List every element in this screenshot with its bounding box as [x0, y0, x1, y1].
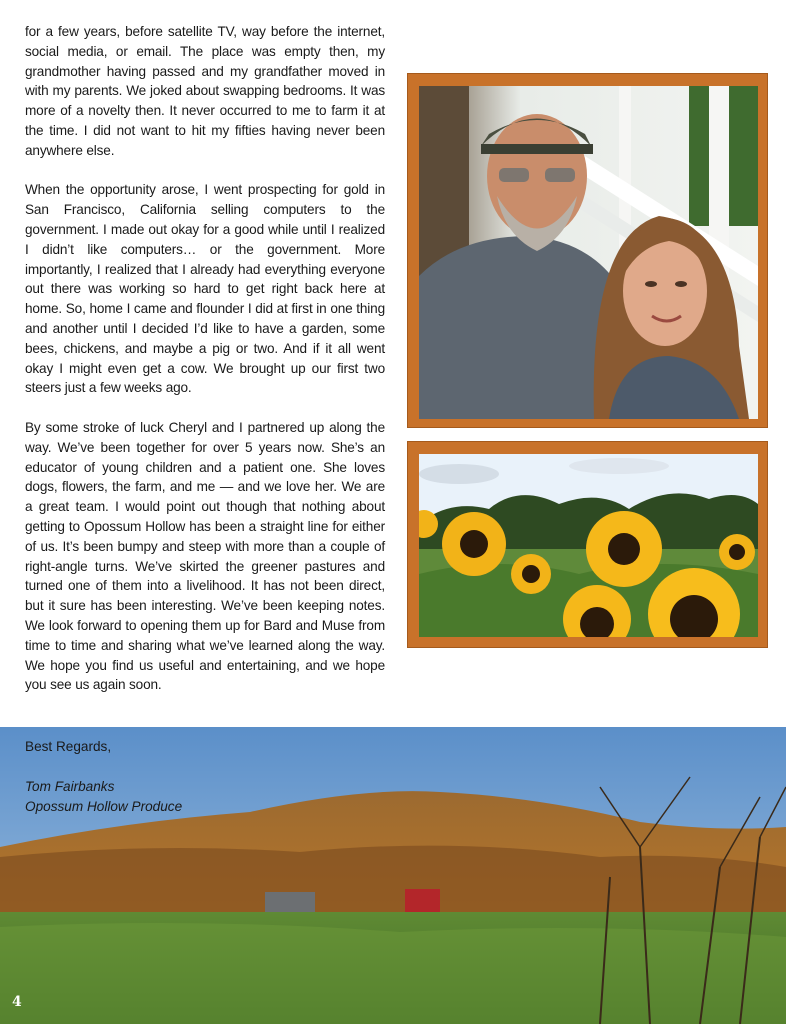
company-name: Opossum Hollow Produce	[25, 799, 183, 814]
closing-line: Best Regards,	[25, 739, 112, 754]
sunflower-photo	[419, 454, 758, 637]
barn-icon	[265, 892, 315, 914]
red-shed-icon	[405, 889, 440, 913]
couple-photo-frame	[407, 73, 768, 428]
sunflower-icon	[586, 511, 662, 587]
sunflower-photo-frame	[407, 441, 768, 648]
sunflower-photo-image	[419, 454, 758, 637]
paragraph-3: By some stroke of luck Cheryl and I partnered up along the way. We’ve been together for over 5 years now. She’s an educator of young children and a patient one. She loves dogs, flowers, the farm, and me — and we love her. We are a great team. I would point out though that nothing about getting to Opossum Hollow has been a straight line for either of us. It’s been bumpy and steep with more than a couple of right-angle turns. We’ve skirted the greener pastures and turned one of them into a livelihood. It has not been direct, but it sure has been interesting. We’ve been keeping notes. We look forward to opening them up for Bard and Muse from time to time and sharing what we’ve learned along the way. We hope you find us useful and entertaining, and we hope you see us again soon.	[25, 419, 385, 693]
article-body	[25, 22, 385, 715]
author-name: Tom Fairbanks	[25, 779, 115, 794]
sunflower-icon	[442, 512, 506, 576]
couple-photo-image	[419, 86, 758, 419]
page-number: 4	[12, 994, 22, 1010]
sunflower-icon	[511, 554, 551, 594]
paragraph-2: When the opportunity arose, I went prospecting for gold in San Francisco, California selling computers to the government. I made out okay for a good while until I realized I didn’t like computers… or the government. More importantly, I realized that I already had everything everyone out there was working so hard to get right back here at home. So, home I came and flounder I did at first in one thing and another until I decided I’d like to have a garden, some bees, chickens, and maybe a pig or two. And if it all went okay I might even get a cow. We brought up our first two steers just a few weeks ago.	[25, 182, 385, 396]
sunflower-icon	[719, 534, 755, 570]
couple-photo	[419, 86, 758, 419]
paragraph-1: for a few years, before satellite TV, way before the internet, social media, or email. The place was empty then, my grandmother having passed and my grandfather moved in with my parents. We joked about swapping bedrooms. It was more of a novelty then. It never occurred to me to farm it at the time. I did not want to hit my fifties having never been anywhere else.	[25, 24, 385, 158]
signoff	[25, 737, 182, 817]
